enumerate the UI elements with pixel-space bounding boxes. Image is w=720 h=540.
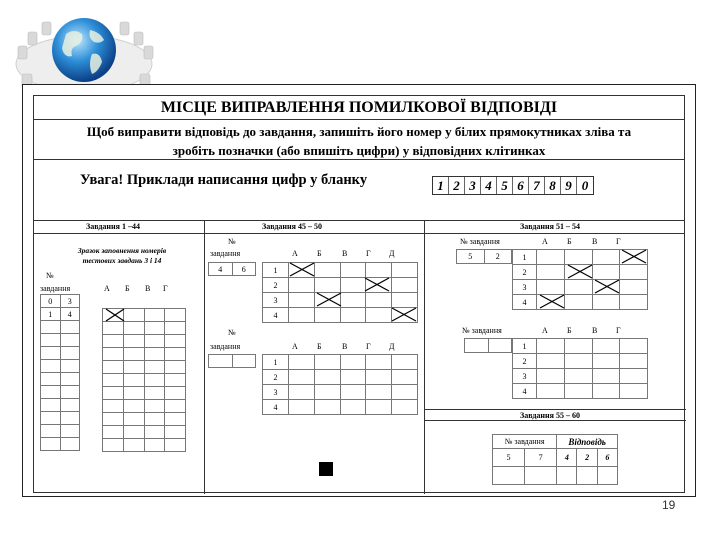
row-label: 1: [263, 355, 289, 370]
row-label: 3: [513, 280, 537, 295]
cross-mark: [365, 278, 389, 291]
answer-header: Відповідь: [557, 435, 618, 449]
option-v: В: [342, 342, 348, 351]
form-title: МІСЦЕ ВИПРАВЛЕННЯ ПОМИЛКОВОЇ ВІДПОВІДІ: [34, 96, 684, 120]
num-sign: №: [46, 271, 54, 280]
digit-cell[interactable]: 5: [457, 250, 485, 264]
option-g: Г: [616, 326, 621, 335]
row-label: 2: [263, 370, 289, 385]
digit-cell[interactable]: 4: [60, 308, 80, 321]
row-label: 1: [263, 263, 289, 278]
digit-sample: 1: [433, 177, 449, 194]
option-g: Г: [366, 342, 371, 351]
digit-cell[interactable]: 0: [41, 295, 61, 308]
digit-cell[interactable]: 2: [484, 250, 512, 264]
digit-sample: 0: [581, 178, 589, 193]
num-sign: №: [228, 237, 236, 246]
page-number: 19: [662, 498, 676, 512]
digit-sample: 6: [513, 177, 529, 194]
sample-caption-line-1: Зразок заповнення номерів: [77, 246, 167, 255]
digit-sample: 7: [529, 177, 545, 194]
option-b: Б: [317, 249, 322, 258]
answer-digit-cell[interactable]: 6: [597, 449, 617, 467]
option-d: Д: [389, 249, 395, 258]
answer-cross-marks: [34, 96, 686, 494]
row-label: 2: [513, 265, 537, 280]
option-v: В: [592, 237, 598, 246]
task-number-label: № завдання: [460, 237, 500, 246]
option-g: Г: [616, 237, 621, 246]
row-label: 4: [513, 384, 537, 399]
row-label: 2: [263, 278, 289, 293]
option-d: Д: [389, 342, 395, 351]
digit-cell[interactable]: 4: [209, 263, 233, 276]
cross-mark: [392, 308, 416, 321]
digit-sample: 2: [449, 177, 465, 194]
digit-cell[interactable]: 7: [525, 449, 557, 467]
digit-sample: 4: [481, 177, 497, 194]
option-v: В: [592, 326, 598, 335]
option-g: Г: [366, 249, 371, 258]
section-label-55-60: Завдання 55 – 60: [520, 411, 580, 420]
cross-mark: [622, 250, 646, 263]
instruction-line-1: Щоб виправити відповідь до завдання, запишіть його номер у білих прямокутниках зліва та: [86, 124, 632, 139]
cross-mark: [317, 293, 341, 306]
option-v: В: [145, 284, 151, 293]
answer-digit-cell[interactable]: 4: [557, 449, 577, 467]
option-v: В: [342, 249, 348, 258]
cross-mark: [595, 280, 619, 293]
row-label: 4: [263, 308, 289, 323]
option-g: Г: [163, 284, 168, 293]
digit-cell[interactable]: 1: [41, 308, 61, 321]
section-label-51-54: Завдання 51 – 54: [520, 222, 580, 231]
digit-cell[interactable]: 5: [493, 449, 525, 467]
digit-cell[interactable]: 3: [60, 295, 80, 308]
option-a: А: [104, 284, 110, 293]
option-a: А: [292, 249, 298, 258]
row-label: 3: [263, 293, 289, 308]
digit-sample: 3: [465, 177, 481, 194]
digit-sample: 8: [545, 177, 561, 194]
section-label-1-44: Завдання 1 –44: [86, 222, 140, 231]
num-sign: №: [228, 328, 236, 337]
option-b: Б: [567, 237, 572, 246]
section-label-45-50: Завдання 45 – 50: [262, 222, 322, 231]
row-label: 3: [263, 385, 289, 400]
task-number-header: № завдання: [493, 435, 557, 449]
option-b: Б: [567, 326, 572, 335]
task-number-label: № завдання: [462, 326, 502, 335]
digit-sample: 5: [497, 177, 513, 194]
cross-mark: [106, 309, 124, 321]
option-b: Б: [125, 284, 130, 293]
task-label: завдання: [40, 284, 71, 293]
row-label: 4: [513, 295, 537, 310]
row-label: 2: [513, 354, 537, 369]
row-label: 1: [513, 250, 537, 265]
cross-mark: [568, 265, 592, 278]
instruction-line-2: зробіть позначки (або впишіть цифри) у відповідних клітинках: [172, 143, 546, 158]
cross-mark: [540, 295, 564, 308]
task-label: завдання: [210, 249, 241, 258]
cross-mark: [290, 263, 314, 276]
answer-digit-cell[interactable]: 2: [577, 449, 597, 467]
form-frame: [33, 95, 685, 493]
option-a: А: [542, 237, 548, 246]
sample-caption-line-2: тестових завдань 3 і 14: [82, 256, 162, 265]
row-label: 3: [513, 369, 537, 384]
option-b: Б: [317, 342, 322, 351]
row-label: 1: [513, 339, 537, 354]
digits-notice: Увага! Приклади написання цифр у бланку: [80, 172, 368, 188]
digit-sample: 9: [561, 177, 577, 194]
digit-cell[interactable]: 6: [232, 263, 256, 276]
answer-correction-form: [22, 84, 696, 497]
option-a: А: [292, 342, 298, 351]
row-label: 4: [263, 400, 289, 415]
task-label: завдання: [210, 342, 241, 351]
option-a: А: [542, 326, 548, 335]
